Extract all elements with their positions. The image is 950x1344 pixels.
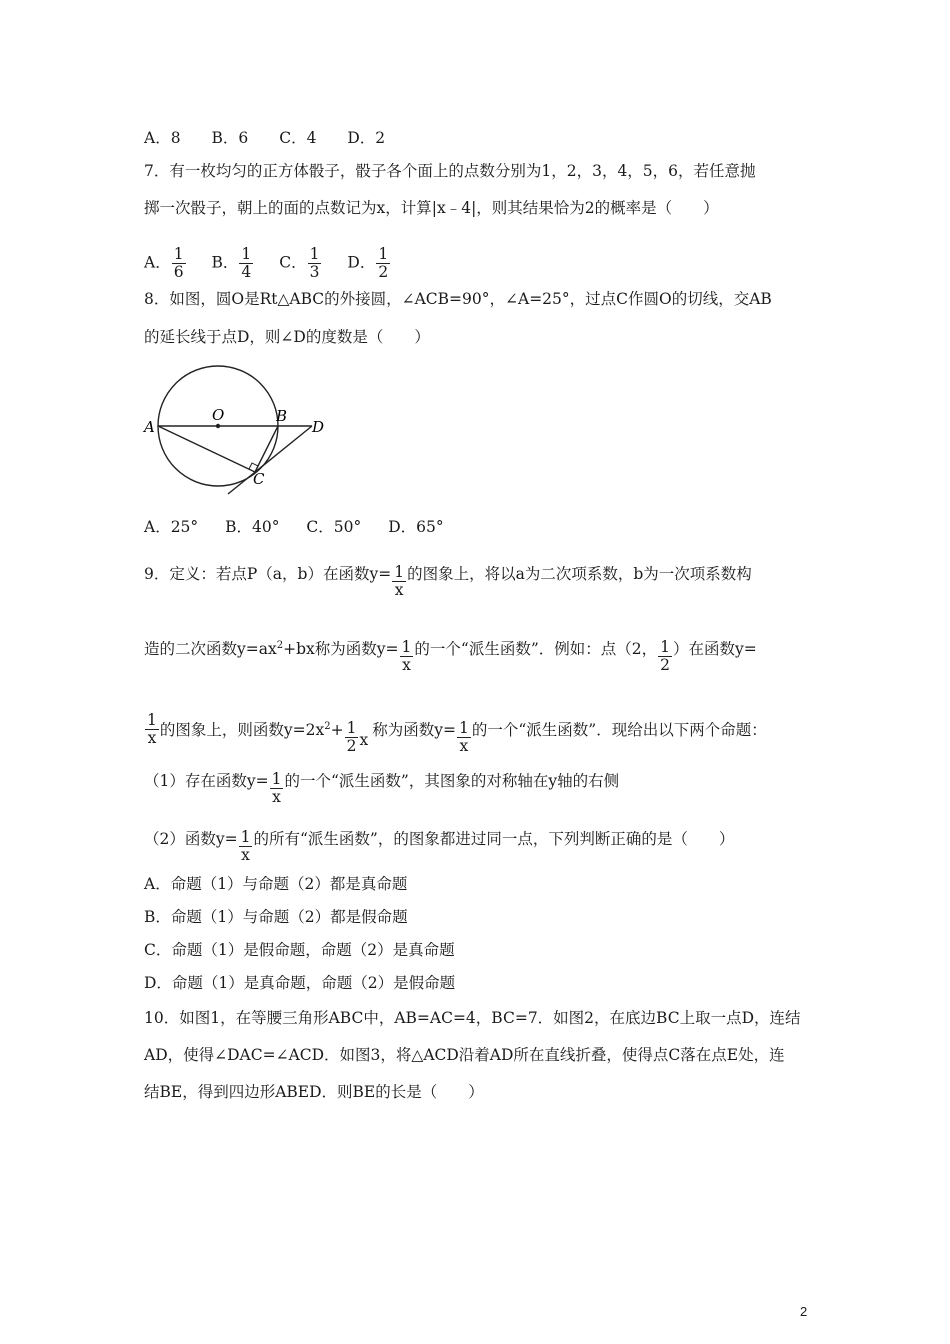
q7-option-a: [144, 246, 187, 281]
superscript-2: 2: [276, 640, 284, 651]
fraction-1-over-2: [658, 639, 672, 674]
q7-option-c-label: C．: [279, 253, 307, 272]
line-bc: [255, 426, 278, 472]
tangent-line-cd: [228, 426, 312, 494]
q10-line2: AD，使得∠DAC=∠ACD．如图3，将△ACD沿着AD所在直线折叠，使得点C落在点E处，连: [144, 1046, 785, 1064]
fraction-1-over-x: [400, 639, 414, 674]
numerator: 1: [147, 711, 157, 729]
q8-option-d: D．65°: [388, 518, 444, 536]
q7-option-d-frac: [376, 246, 390, 281]
q9-option-a: A．命题（1）与命题（2）都是真命题: [144, 875, 408, 893]
q10-line3: 结BE，得到四边形ABED．则BE的长是（ ）: [144, 1083, 484, 1101]
q8-line2: 的延长线于点D，则∠D的度数是（ ）: [144, 328, 430, 346]
numerator: 1: [271, 770, 282, 788]
q8-line1: 8．如图，圆O是Rt△ABC的外接圆，∠ACB=90°，∠A=25°，过点C作圆O的切线，交AB: [144, 290, 772, 308]
q9-line3: [144, 712, 767, 755]
plus-sign: +: [330, 721, 344, 739]
q9-proposition-2-text-end: 的所有“派生函数”，的图象都进过同一点，下列判断正确的是（ ）: [253, 830, 735, 848]
denominator: x: [459, 737, 469, 755]
q10-line1: 10．如图1，在等腰三角形ABC中，AB=AC=4，BC=7．如图2，在底边BC上取一点D，连结: [144, 1009, 801, 1027]
fraction-1-over-x: [145, 712, 159, 747]
q8-circle-figure: [142, 360, 342, 500]
denominator: x: [241, 846, 250, 864]
q9-line2: [144, 638, 757, 674]
numerator: 1: [241, 245, 252, 263]
q9-option-c: C．命题（1）是假命题，命题（2）是真命题: [144, 941, 455, 959]
variable-x: x: [359, 731, 369, 749]
q7-option-d: [347, 246, 391, 281]
label-c: C: [253, 470, 265, 488]
q7-option-a-frac: [172, 246, 186, 281]
q6-option-d: D．2: [347, 129, 386, 147]
q9-proposition-1-text: （1）存在函数y=: [144, 772, 269, 790]
q9-line2-text: 造的二次函数y=ax: [144, 640, 277, 658]
q9-line3-text-end: 的一个“派生函数”．现给出以下两个命题：: [471, 721, 767, 739]
q6-option-c: C．4: [279, 129, 317, 147]
q6-option-a: A．8: [144, 129, 181, 147]
center-point-o: [216, 424, 220, 428]
q7-line2: 掷一次骰子，朝上的面的点数记为x，计算|x﹣4|，则其结果恰为2的概率是（ ）: [144, 199, 719, 217]
numerator: 1: [660, 638, 670, 656]
q7-line1: 7．有一枚均匀的正方体骰子，骰子各个面上的点数分别为1，2，3，4，5，6，若任意抛: [144, 162, 756, 180]
q9-proposition-1: [144, 770, 619, 806]
q9-line1-text-end: 的图象上，将以a为二次项系数，b为一次项系数构: [407, 565, 752, 583]
q9-line2-text-end: ）在函数y=: [672, 640, 757, 658]
denominator: x: [402, 656, 411, 674]
denominator: 2: [378, 263, 389, 281]
q9-line2-text-mid: +bx称为函数y=: [283, 640, 399, 658]
label-b: B: [276, 407, 288, 425]
page-number: 2: [800, 1304, 808, 1319]
q8-option-a: A．25°: [144, 518, 199, 536]
numerator: 1: [401, 638, 412, 656]
q7-option-c-frac: [308, 246, 322, 281]
label-d: D: [312, 418, 325, 436]
numerator: 1: [173, 245, 184, 263]
q9-line3-text: 的图象上，则函数y=2x: [159, 721, 325, 739]
denominator: x: [147, 729, 157, 747]
q8-option-c: C．50°: [306, 518, 362, 536]
denominator: 6: [173, 263, 184, 281]
q9-line3-text-mid: 称为函数y=: [372, 721, 456, 739]
q6-option-b: B．6: [211, 129, 249, 147]
numerator: 1: [378, 245, 389, 263]
q9-proposition-2: [144, 828, 734, 864]
q9-line2-text-mid2: 的一个“派生函数”．例如：点（2，: [414, 640, 658, 658]
q9-option-d: D．命题（1）是真命题，命题（2）是假命题: [144, 974, 456, 992]
numerator: 1: [394, 563, 405, 581]
q9-proposition-1-text-end: 的一个“派生函数”，其图象的对称轴在y轴的右侧: [284, 772, 620, 790]
q6-options: [144, 128, 411, 148]
q7-option-a-label: A．: [144, 253, 171, 272]
denominator: 4: [241, 263, 252, 281]
denominator: 3: [309, 263, 320, 281]
denominator: 2: [660, 656, 670, 674]
q9-option-b: B．命题（1）与命题（2）都是假命题: [144, 908, 408, 926]
fraction-1-over-x: [239, 829, 253, 864]
fraction-1-over-2: [345, 720, 359, 755]
label-a: A: [144, 418, 155, 436]
fraction-1-over-x: [457, 720, 471, 755]
q7-option-c: [279, 246, 322, 281]
numerator: 1: [309, 245, 320, 263]
numerator: 1: [240, 828, 251, 846]
denominator: x: [394, 581, 404, 599]
q8-option-b: B．40°: [225, 518, 280, 536]
denominator: x: [272, 788, 281, 806]
label-o: O: [212, 406, 225, 424]
q7-option-b-label: B．: [211, 253, 239, 272]
q7-options: [144, 246, 417, 281]
q9-line1-text: 9．定义：若点P（a，b）在函数y=: [144, 565, 392, 583]
q9-proposition-2-text: （2）函数y=: [144, 830, 238, 848]
q7-option-d-label: D．: [347, 253, 376, 272]
fraction-1-over-x: [392, 564, 406, 599]
fraction-1-over-x: [270, 771, 284, 806]
q7-option-b-frac: [239, 246, 253, 281]
denominator: 2: [346, 737, 357, 755]
numerator: 1: [458, 719, 469, 737]
q9-line1: [144, 563, 752, 599]
numerator: 1: [346, 719, 357, 737]
q7-option-b: [212, 246, 255, 281]
superscript-2: 2: [324, 721, 331, 732]
q8-options: [144, 517, 466, 537]
